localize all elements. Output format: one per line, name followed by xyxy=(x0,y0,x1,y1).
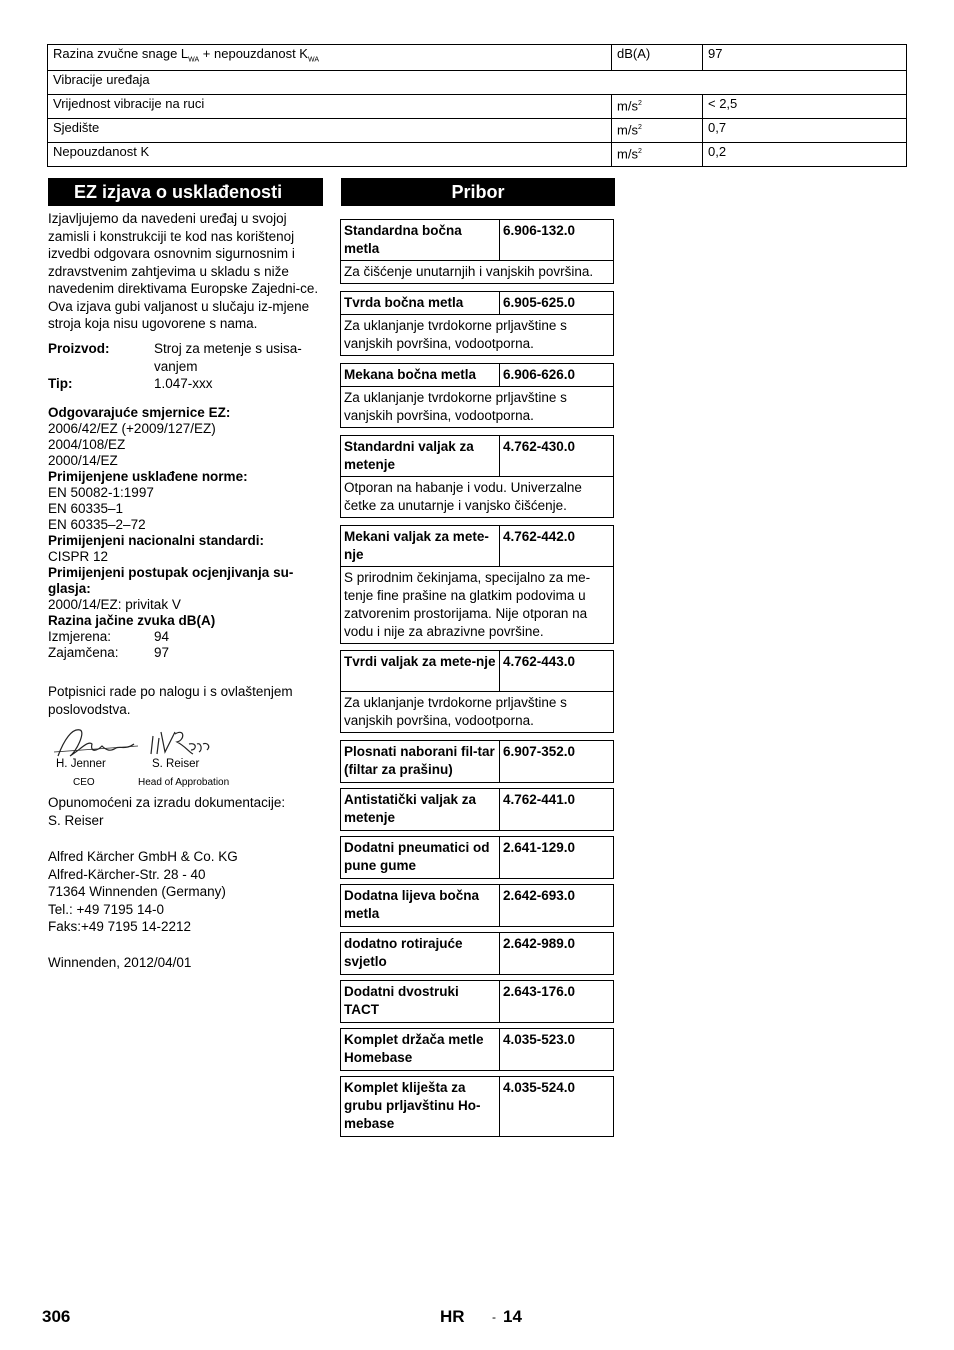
measured-label: Izmjerena: xyxy=(48,629,112,644)
accessory-description: Za uklanjanje tvrdokorne prljavštine s vanjskih površina, vodootporna. xyxy=(341,386,613,427)
product-info xyxy=(48,340,323,393)
accessory-part-number: 6.906-132.0 xyxy=(503,223,576,238)
accessory-name: Tvrdi valjak za mete-nje xyxy=(341,651,500,691)
spec-unit: $m/s^2$ xyxy=(612,142,703,166)
accessory-part-number: 2.643-176.0 xyxy=(503,984,576,999)
accessories-heading: Pribor xyxy=(341,178,615,206)
sig2-role: Head of Approbation xyxy=(138,777,230,788)
accessory-item xyxy=(340,650,614,733)
accessory-part-number: 6.907-352.0 xyxy=(503,744,576,759)
company-name: Alfred Kärcher GmbH & Co. KG xyxy=(48,849,238,864)
accessory-name: Dodatni pneumatici od pune gume xyxy=(341,837,500,878)
doc-auth-label: Opunomoćeni za izradu dokumentacije: xyxy=(48,795,286,810)
accessory-name: Komplet kliješta za grubu prljavštinu Ho-mebase xyxy=(341,1077,500,1136)
national-value: CISPR 12 xyxy=(48,549,109,564)
accessory-item xyxy=(340,836,614,879)
accessory-part-number: 2.642-693.0 xyxy=(503,888,576,903)
accessory-name: Plosnati naborani fil-tar (filtar za prašinu) xyxy=(341,741,500,782)
accessory-part-number: 6.906-626.0 xyxy=(503,367,576,382)
spec-value: < 2,5 xyxy=(703,94,907,118)
spec-label: Vrijednost vibracije na ruci xyxy=(48,94,612,118)
sub-page-number: 14 xyxy=(503,1307,522,1326)
table-row xyxy=(48,142,907,166)
spec-label: Sjedište xyxy=(48,118,612,142)
declaration-intro: Izjavljujemo da navedeni uređaj u svojoj zamisli i konstrukciji te kod nas korištenoj izvedbi odgovara osnovnim sigurnosnim i zdravstvenim zahtjevima u skladu s niže navedenim direktivama Europske Zajedni-ce. Ova izjava gubi valjanost u slučaju iz-mjene stroja koja nisu ugovorene s nama. xyxy=(48,211,319,331)
guaranteed-value: 97 xyxy=(154,645,170,660)
accessory-name: Standardni valjak za metenje xyxy=(341,436,500,476)
guaranteed-label: Zajamčena: xyxy=(48,645,119,660)
accessory-name: Tvrda bočna metla xyxy=(341,292,500,314)
accessory-item xyxy=(340,219,614,284)
spec-value: 0,2 xyxy=(703,142,907,166)
accessory-item xyxy=(340,291,614,356)
sig1-role: CEO xyxy=(73,777,95,788)
directive-item: 2000/14/EZ xyxy=(48,453,118,468)
accessory-item xyxy=(340,980,614,1023)
accessory-part-number: 4.035-523.0 xyxy=(503,1032,576,1047)
type-label: Tip: xyxy=(48,376,73,391)
accessory-item xyxy=(340,525,614,644)
accessory-item xyxy=(340,884,614,927)
accessory-part-number: 2.642-989.0 xyxy=(503,936,576,951)
accessory-description: Za uklanjanje tvrdokorne prljavštine s vanjskih površina, vodootporna. xyxy=(341,314,613,355)
doc-auth-name: S. Reiser xyxy=(48,812,104,828)
spec-unit: $m/s^2$ xyxy=(612,94,703,118)
declaration-heading: EZ izjava o usklađenosti xyxy=(48,178,323,206)
directive-item: 2006/42/EZ (+2009/127/EZ) xyxy=(48,421,216,436)
signature-s-reiser xyxy=(145,724,215,760)
accessory-name: dodatno rotirajuće svjetlo xyxy=(341,933,500,974)
measured-value: 94 xyxy=(154,629,170,644)
accessory-part-number: 4.762-443.0 xyxy=(503,654,576,669)
accessory-name: Mekana bočna metla xyxy=(341,364,500,386)
accessory-item xyxy=(340,363,614,428)
spec-table xyxy=(47,44,907,167)
table-row xyxy=(48,70,907,94)
spec-section: Vibracije uređaja xyxy=(48,70,907,94)
accessory-name: Komplet držača metle Homebase xyxy=(341,1029,500,1070)
accessory-part-number: 6.905-625.0 xyxy=(503,295,576,310)
accessory-part-number: 4.762-441.0 xyxy=(503,792,576,807)
type-value: 1.047-xxx xyxy=(154,376,213,391)
product-value: Stroj za metenje s usisa-vanjem xyxy=(154,341,302,374)
accessory-part-number: 2.641-129.0 xyxy=(503,840,576,855)
accessory-description: Za čišćenje unutarnjih i vanjskih površina. xyxy=(341,260,613,283)
accessory-name: Antistatički valjak za metenje xyxy=(341,789,500,830)
table-row xyxy=(48,118,907,142)
page-number: 306 xyxy=(42,1307,71,1326)
directives-label: Odgovarajuće smjernice EZ: xyxy=(48,405,231,420)
spec-value: 0,7 xyxy=(703,118,907,142)
table-row xyxy=(48,94,907,118)
doc-authorization xyxy=(48,794,323,829)
company-street: Alfred-Kärcher-Str. 28 - 40 xyxy=(48,866,206,882)
company-fax: Faks:+49 7195 14-2212 xyxy=(48,919,191,934)
accessory-item xyxy=(340,1076,614,1137)
accessory-description: Za uklanjanje tvrdokorne prljavštine s vanjskih površina, vodootporna. xyxy=(341,691,613,732)
accessory-part-number: 4.035-524.0 xyxy=(503,1080,576,1095)
norms-label: Primijenjene usklađene norme: xyxy=(48,469,248,484)
accessory-part-number: 4.762-442.0 xyxy=(503,529,576,544)
spec-unit: dB(A) xyxy=(612,45,703,71)
accessory-item xyxy=(340,1028,614,1071)
accessory-name: Dodatni dvostruki TACT xyxy=(341,981,500,1022)
sig2-name: S. Reiser xyxy=(152,758,200,770)
accessory-description: Otporan na habanje i vodu. Univerzalne četke za unutarnje i vanjsko čišćenje. xyxy=(341,476,613,517)
accessory-item xyxy=(340,435,614,518)
sound-label: Razina jačine zvuka dB(A) xyxy=(48,613,216,628)
directive-item: 2004/108/EZ xyxy=(48,437,126,452)
accessory-name: Mekani valjak za mete-nje xyxy=(341,526,500,566)
procedure-value: 2000/14/EZ: privitak V xyxy=(48,597,181,612)
table-row xyxy=(48,45,907,71)
accessory-name: Standardna bočna metla xyxy=(341,220,500,260)
company-tel: Tel.: +49 7195 14-0 xyxy=(48,901,164,917)
accessory-item xyxy=(340,932,614,975)
accessory-item xyxy=(340,788,614,831)
company-address xyxy=(48,848,323,936)
compliance-info xyxy=(48,405,323,661)
norm-item: EN 60335–2–72 xyxy=(48,517,146,532)
accessory-name: Dodatna lijeva bočna metla xyxy=(341,885,500,926)
accessory-item xyxy=(340,740,614,783)
accessory-part-number: 4.762-430.0 xyxy=(503,439,576,454)
national-label: Primijenjeni nacionalni standardi: xyxy=(48,533,265,548)
norm-item: EN 50082-1:1997 xyxy=(48,485,154,500)
accessory-description: S prirodnim čekinjama, specijalno za me-tenje fine prašine na glatkim podovima u zatvorenim prostorijama. Nije otporan na vodu i nije za abrazivne površine. xyxy=(341,566,613,643)
product-label: Proizvod: xyxy=(48,341,110,356)
spec-value: 97 xyxy=(703,45,907,71)
footer-separator: - xyxy=(492,1310,496,1324)
procedure-label: Primijenjeni postupak ocjenjivanja su-glasja: xyxy=(48,565,294,596)
place-date: Winnenden, 2012/04/01 xyxy=(48,955,192,970)
signatories-text: Potpisnici rade po nalogu i s ovlaštenjem poslovodstva. xyxy=(48,684,293,717)
language-code: HR xyxy=(440,1307,465,1326)
norm-item: EN 60335–1 xyxy=(48,501,124,516)
company-city: 71364 Winnenden (Germany) xyxy=(48,884,226,899)
sig1-name: H. Jenner xyxy=(56,758,106,770)
spec-label: Nepouzdanost K xyxy=(48,142,612,166)
spec-label: Razina zvučne snage $L_{WA}$ + nepouzdanost $K_{WA}$ xyxy=(48,45,612,71)
spec-unit: $m/s^2$ xyxy=(612,118,703,142)
